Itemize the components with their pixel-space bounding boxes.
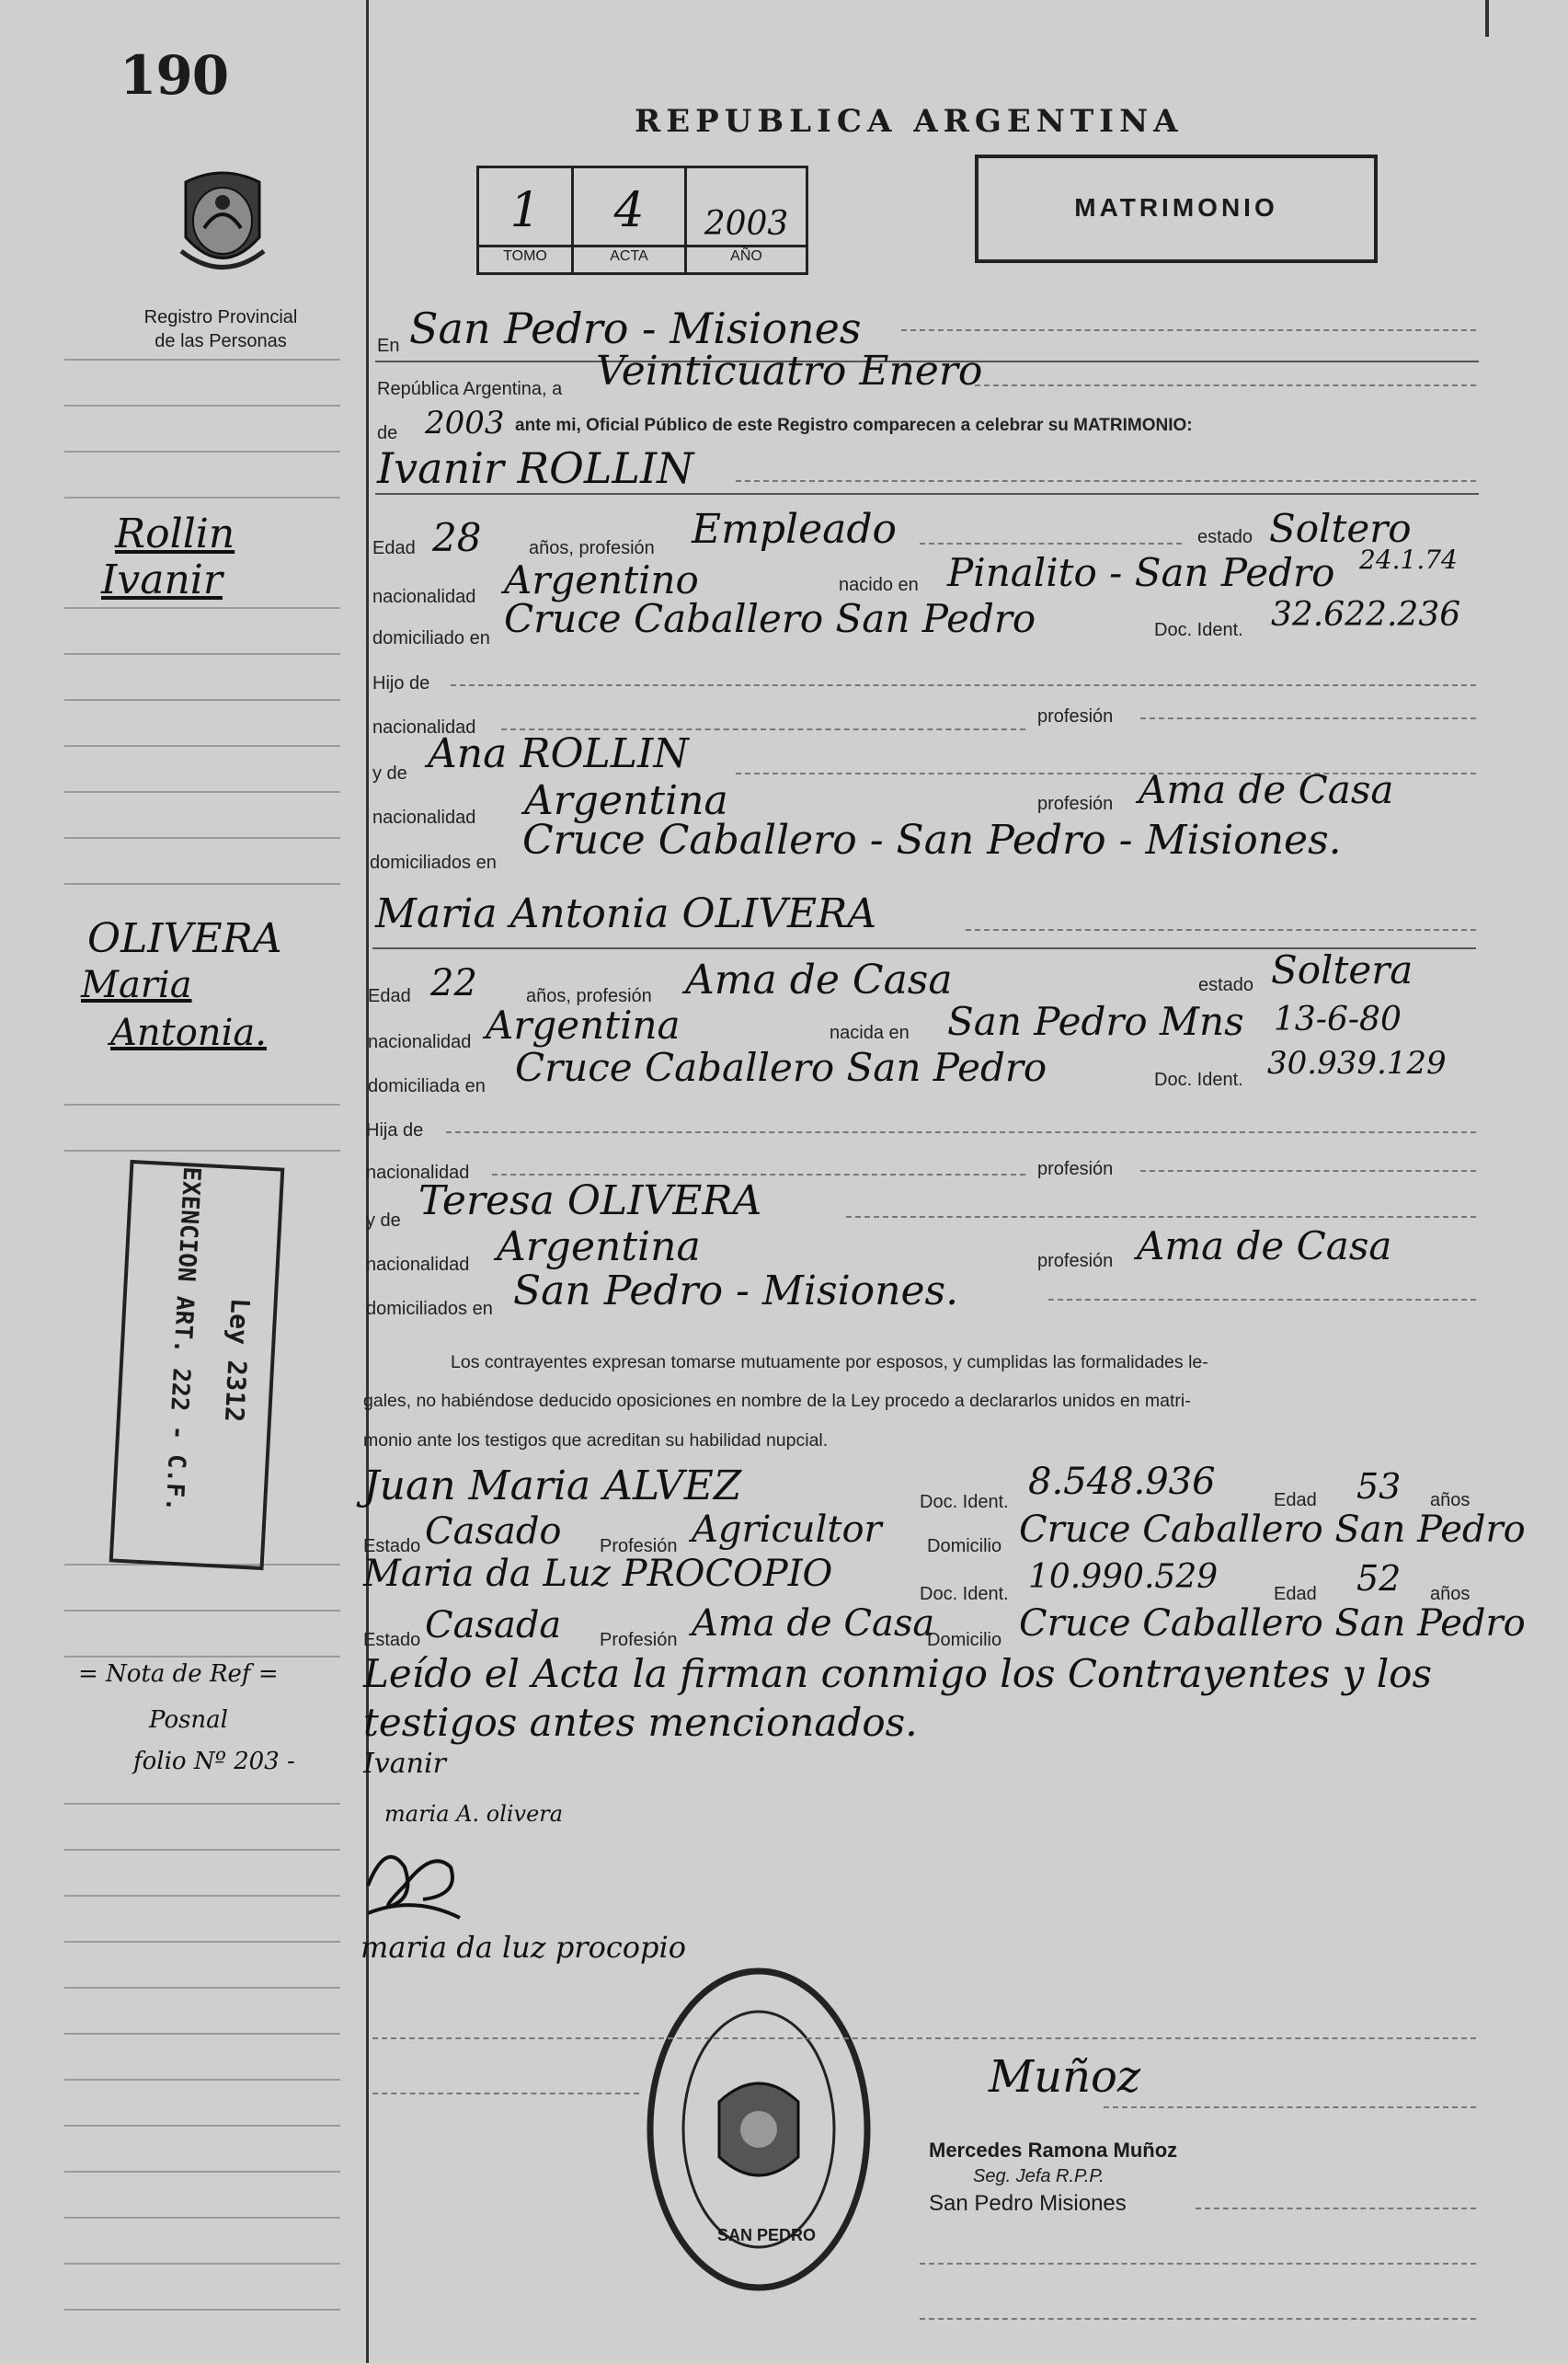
margin-bride-name-1: Maria <box>81 964 192 1006</box>
groom-status: Soltero <box>1269 506 1412 551</box>
tomo-value: 1 <box>509 183 541 238</box>
bride-mother-prof: Ama de Casa <box>1137 1223 1392 1268</box>
bride-mother: Teresa OLIVERA <box>418 1177 762 1224</box>
seal-place: SAN PEDRO <box>717 2226 817 2244</box>
witness-2-years: años <box>1430 1584 1471 1604</box>
acta-label: ACTA <box>610 248 648 264</box>
groom-address: Cruce Caballero San Pedro <box>504 596 1036 641</box>
witness-2-doc-label: Doc. Ident. <box>920 1584 1009 1604</box>
witness-1-name: Juan Maria ALVEZ <box>363 1463 742 1509</box>
groom-doc: 32.622.236 <box>1271 596 1461 634</box>
witness-1-age: 53 <box>1356 1466 1402 1507</box>
record-index-box <box>476 166 808 275</box>
bride-age: 22 <box>430 962 477 1004</box>
closing-line-2: testigos antes mencionados. <box>363 1700 918 1745</box>
witness-2-profession: Ama de Casa <box>692 1602 935 1645</box>
witness-2-address: Cruce Caballero San Pedro <box>1019 1602 1526 1645</box>
statement: ante mi, Oficial Público de este Registro comparecen a celebrar su MATRIMONIO: <box>515 416 1193 435</box>
witness-2-age: 52 <box>1356 1558 1402 1599</box>
groom-address-label: domiciliado en <box>372 628 490 648</box>
witness-1-age-label: Edad <box>1274 1490 1317 1510</box>
official-name: Mercedes Ramona Muñoz <box>929 2139 1178 2162</box>
page-number: 190 <box>120 44 229 107</box>
declaration-line-2: gales, no habiéndose deducido oposiciones en nombre de la Ley procedo a declararlos unidos en matri- <box>363 1391 1191 1411</box>
groom-nationality: Argentino <box>504 557 699 602</box>
groom-nationality-label: nacionalidad <box>372 587 476 607</box>
declaration-line-1: Los contrayentes expresan tomarse mutuamente por esposos, y cumplidas las formalidades le- <box>451 1352 1208 1372</box>
bride-years-prof-label: años, profesión <box>526 986 652 1006</box>
witness-1-status: Casado <box>425 1510 562 1553</box>
country-heading: REPUBLICA ARGENTINA <box>635 103 1184 140</box>
margin-note-2: Posnal <box>149 1706 228 1734</box>
groom-mother-nat: Argentina <box>524 777 728 824</box>
official-seal <box>644 1964 874 2295</box>
registry-name: Registro Provincial de las Personas <box>143 307 298 351</box>
bride-father-nat-label: nacionalidad <box>366 1163 470 1183</box>
groom-parents-addr-label: domiciliados en <box>370 853 497 873</box>
groom-mother-nat-label: nacionalidad <box>372 808 476 828</box>
margin-note-3: folio Nº 203 - <box>133 1748 295 1775</box>
witness-1-address: Cruce Caballero San Pedro <box>1019 1508 1526 1551</box>
witness-1-profession: Agricultor <box>692 1508 882 1551</box>
ano-value: 2003 <box>704 205 789 243</box>
witness-2-status-label: Estado <box>363 1630 421 1650</box>
exemption-stamp <box>109 1160 285 1570</box>
bride-doc-label: Doc. Ident. <box>1154 1070 1243 1090</box>
bride-parents-addr: San Pedro - Misiones. <box>513 1268 959 1314</box>
bride-mother-nat: Argentina <box>497 1223 701 1270</box>
page-edge-mark <box>1485 0 1489 37</box>
stamp-line-1: EXENCION ART. 222 - C.F. <box>159 1165 206 1513</box>
witness-2-prof-label: Profesión <box>600 1630 678 1650</box>
bride-address-label: domiciliada en <box>368 1076 486 1096</box>
witness-2-addr-label: Domicilio <box>927 1630 1002 1650</box>
de-label: de <box>377 423 398 443</box>
groom-mother-label: y de <box>372 763 407 784</box>
official-place: San Pedro Misiones <box>929 2191 1127 2216</box>
witness-2-name: Maria da Luz PROCOPIO <box>363 1553 833 1595</box>
groom-father-nat-label: nacionalidad <box>372 717 476 738</box>
bride-full-name: Maria Antonia OLIVERA <box>375 890 876 937</box>
bride-mother-label: y de <box>366 1210 401 1231</box>
bride-parents-addr-label: domiciliados en <box>366 1299 493 1319</box>
tomo-label: TOMO <box>503 248 547 264</box>
groom-age: 28 <box>432 515 482 560</box>
margin-note-1: = Nota de Ref = <box>78 1660 279 1688</box>
groom-mother-prof-label: profesión <box>1037 794 1114 814</box>
bride-father-prof-label: profesión <box>1037 1159 1114 1179</box>
official-title: Seg. Jefa R.P.P. <box>973 2166 1104 2186</box>
bride-status: Soltera <box>1271 947 1413 992</box>
margin-groom-name: Ivanir <box>101 556 223 603</box>
bride-status-label: estado <box>1198 975 1254 995</box>
witness-2-age-label: Edad <box>1274 1584 1317 1604</box>
signature-scribble-icon <box>349 1830 478 1932</box>
signature-2: maria A. olivera <box>384 1801 564 1827</box>
margin-bride-surname: OLIVERA <box>87 915 282 962</box>
signature-1: Ivanir <box>363 1748 446 1780</box>
groom-father-label: Hijo de <box>372 673 430 694</box>
republic-label: República Argentina, a <box>377 379 563 399</box>
groom-status-label: estado <box>1197 527 1253 547</box>
bride-birth-date: 13-6-80 <box>1274 1001 1402 1038</box>
closing-line-1: Leído el Acta la firman conmigo los Contrayentes y los <box>363 1651 1432 1696</box>
acta-value: 4 <box>613 183 645 238</box>
groom-years-prof-label: años, profesión <box>529 538 655 558</box>
bride-profession: Ama de Casa <box>685 957 953 1004</box>
witness-1-years: años <box>1430 1490 1471 1510</box>
bride-birthplace: San Pedro Mns <box>947 999 1244 1044</box>
witness-1-addr-label: Domicilio <box>927 1536 1002 1556</box>
bride-doc: 30.939.129 <box>1267 1045 1447 1082</box>
year: 2003 <box>425 405 505 442</box>
bride-mother-prof-label: profesión <box>1037 1251 1114 1271</box>
margin-bride-name-2: Antonia. <box>110 1012 267 1054</box>
witness-2-doc: 10.990.529 <box>1028 1558 1219 1596</box>
witness-1-prof-label: Profesión <box>600 1536 678 1556</box>
groom-father-prof-label: profesión <box>1037 706 1114 727</box>
date: Veinticuatro Enero <box>596 348 983 395</box>
bride-nationality-label: nacionalidad <box>368 1032 472 1052</box>
groom-born-label: nacido en <box>839 575 919 595</box>
stamp-line-2: Ley 2312 <box>218 1297 256 1423</box>
groom-mother: Ana ROLLIN <box>428 730 689 777</box>
bride-age-label: Edad <box>368 986 411 1006</box>
bride-mother-nat-label: nacionalidad <box>366 1255 470 1275</box>
groom-age-label: Edad <box>372 538 416 558</box>
place: San Pedro - Misiones <box>409 304 862 353</box>
bride-nationality: Argentina <box>486 1003 681 1048</box>
witness-1-doc: 8.548.936 <box>1028 1461 1216 1503</box>
groom-birthplace: Pinalito - San Pedro <box>947 550 1335 595</box>
groom-birth-date: 24.1.74 <box>1359 545 1458 575</box>
bride-born-label: nacida en <box>830 1023 910 1043</box>
margin-groom-surname: Rollin <box>115 510 235 557</box>
bride-address: Cruce Caballero San Pedro <box>515 1045 1047 1090</box>
coat-of-arms-icon <box>167 164 278 283</box>
record-type: MATRIMONIO <box>1074 193 1278 222</box>
groom-mother-prof: Ama de Casa <box>1139 767 1394 812</box>
witness-1-status-label: Estado <box>363 1536 421 1556</box>
en-label: En <box>377 336 400 356</box>
record-type-box <box>975 155 1378 263</box>
witness-2-status: Casada <box>425 1604 562 1646</box>
groom-profession: Empleado <box>692 506 898 553</box>
groom-doc-label: Doc. Ident. <box>1154 620 1243 640</box>
official-signature: Muñoz <box>989 2051 1141 2103</box>
signature-3: maria da luz procopio <box>361 1930 687 1965</box>
groom-full-name: Ivanir ROLLIN <box>377 443 694 493</box>
groom-parents-addr: Cruce Caballero - San Pedro - Misiones. <box>522 817 1342 864</box>
bride-father-label: Hija de <box>366 1120 424 1141</box>
declaration-line-3: monio ante los testigos que acreditan su habilidad nupcial. <box>363 1430 829 1451</box>
witness-1-doc-label: Doc. Ident. <box>920 1492 1009 1512</box>
ano-label: AÑO <box>730 248 762 264</box>
